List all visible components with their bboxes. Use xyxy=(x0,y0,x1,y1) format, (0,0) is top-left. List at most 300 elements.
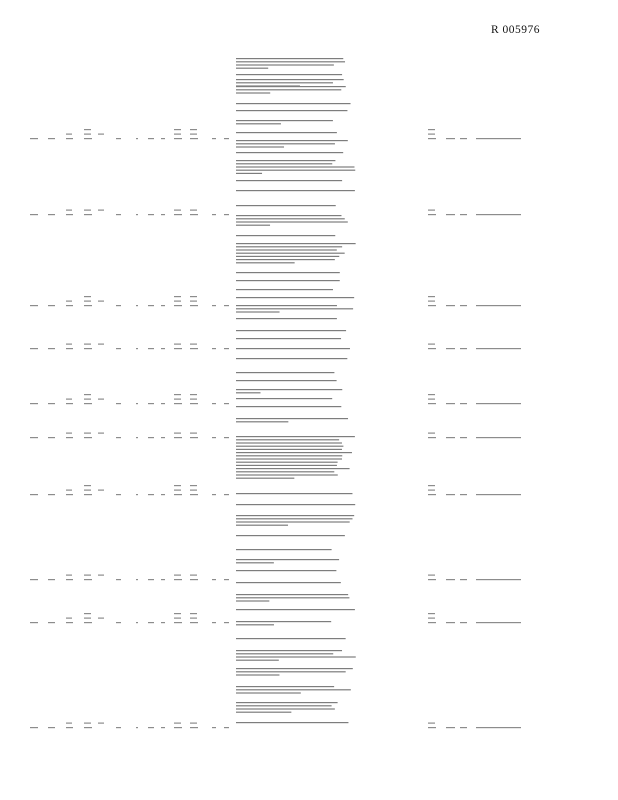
table-cell-text xyxy=(190,296,197,297)
table-cell-text xyxy=(446,727,455,728)
sequence-text-line xyxy=(236,689,351,690)
table-cell-text xyxy=(148,138,154,139)
table-cell-text xyxy=(190,403,198,404)
table-cell-text xyxy=(66,305,73,306)
table-cell-text xyxy=(161,214,165,215)
table-cell-text xyxy=(174,437,182,438)
sequence-text-line xyxy=(236,163,332,164)
table-cell-text xyxy=(446,403,455,404)
table-cell-text xyxy=(428,301,435,302)
table-cell-text xyxy=(116,494,121,495)
sequence-text-line xyxy=(236,562,274,563)
sequence-text-line xyxy=(236,58,343,59)
table-cell-text xyxy=(174,579,182,580)
table-cell-text xyxy=(116,305,121,306)
sequence-text-line xyxy=(236,180,342,181)
sequence-text-line xyxy=(236,406,341,407)
sequence-text-line xyxy=(236,330,346,331)
table-cell-text xyxy=(30,494,38,495)
table-cell-text xyxy=(190,437,198,438)
sequence-text-line xyxy=(236,358,347,359)
table-cell-text xyxy=(161,579,165,580)
table-cell-text xyxy=(48,403,55,404)
table-cell-text xyxy=(190,622,198,623)
sequence-text-line xyxy=(236,92,270,93)
sequence-text-line xyxy=(236,660,279,661)
sequence-text-line xyxy=(236,190,355,191)
table-cell-text xyxy=(116,138,121,139)
sequence-text-line xyxy=(236,74,342,75)
table-cell-text xyxy=(476,348,521,349)
table-cell-text xyxy=(174,618,181,619)
table-cell-text xyxy=(84,138,92,139)
table-cell-text xyxy=(48,494,55,495)
table-cell-text xyxy=(428,618,435,619)
table-cell-text xyxy=(84,134,91,135)
table-cell-text xyxy=(428,210,435,211)
table-cell-text xyxy=(66,301,72,302)
table-cell-text xyxy=(476,138,521,139)
table-cell-text xyxy=(148,622,154,623)
table-cell-text xyxy=(428,399,435,400)
sequence-text-line xyxy=(236,621,331,622)
table-cell-text xyxy=(190,210,197,211)
table-cell-text xyxy=(174,613,181,614)
table-cell-text xyxy=(190,494,198,495)
sequence-text-line xyxy=(236,609,355,610)
table-cell-text xyxy=(224,214,229,215)
table-cell-text xyxy=(190,490,197,491)
sequence-text-line xyxy=(236,436,355,437)
table-cell-text xyxy=(84,305,92,306)
sequence-text-line xyxy=(236,462,338,463)
table-cell-text xyxy=(224,403,229,404)
sequence-text-line xyxy=(236,455,342,456)
table-cell-text xyxy=(428,490,435,491)
table-cell-text xyxy=(174,214,182,215)
table-cell-text xyxy=(212,138,216,139)
table-cell-text xyxy=(136,579,138,580)
sequence-text-line xyxy=(236,132,337,133)
sequence-text-line xyxy=(236,173,262,174)
table-cell-text xyxy=(136,437,138,438)
sequence-text-line xyxy=(236,170,355,171)
table-cell-text xyxy=(66,344,72,345)
table-cell-text xyxy=(66,348,73,349)
table-cell-text xyxy=(66,575,72,576)
table-cell-text xyxy=(446,348,455,349)
table-cell-text xyxy=(476,494,521,495)
table-cell-text xyxy=(428,433,435,434)
table-cell-text xyxy=(30,622,38,623)
table-cell-text xyxy=(446,622,455,623)
table-cell-text xyxy=(148,727,154,728)
table-cell-text xyxy=(476,579,521,580)
table-cell-text xyxy=(148,494,154,495)
table-cell-text xyxy=(136,138,138,139)
table-cell-text xyxy=(84,344,91,345)
table-cell-text xyxy=(460,437,467,438)
sequence-text-line xyxy=(236,152,343,153)
table-cell-text xyxy=(48,579,55,580)
sequence-text-line xyxy=(236,82,333,83)
table-cell-text xyxy=(161,494,165,495)
table-cell-text xyxy=(174,138,182,139)
table-cell-text xyxy=(428,394,435,395)
table-cell-text xyxy=(98,723,104,724)
sequence-text-line xyxy=(236,446,343,447)
table-cell-text xyxy=(428,305,436,306)
table-cell-text xyxy=(98,134,104,135)
table-cell-text xyxy=(116,403,121,404)
table-cell-text xyxy=(190,618,197,619)
sequence-text-line xyxy=(236,600,269,601)
table-cell-text xyxy=(136,494,138,495)
sequence-text-line xyxy=(236,452,352,453)
sequence-text-line xyxy=(236,68,268,69)
table-cell-text xyxy=(460,579,467,580)
table-cell-text xyxy=(174,399,181,400)
table-cell-text xyxy=(98,301,104,302)
sequence-text-line xyxy=(236,89,341,90)
sequence-text-line xyxy=(236,143,335,144)
table-cell-text xyxy=(476,727,521,728)
table-cell-text xyxy=(30,214,38,215)
table-cell-text xyxy=(84,433,91,434)
sequence-text-line xyxy=(236,348,350,349)
table-cell-text xyxy=(212,579,216,580)
table-cell-text xyxy=(476,437,521,438)
sequence-text-line xyxy=(236,79,344,80)
table-cell-text xyxy=(98,575,104,576)
table-cell-text xyxy=(136,622,138,623)
table-cell-text xyxy=(446,437,455,438)
sequence-text-line xyxy=(236,668,353,669)
table-cell-text xyxy=(476,305,521,306)
table-cell-text xyxy=(428,727,436,728)
sequence-text-line xyxy=(236,549,332,550)
table-cell-text xyxy=(460,622,467,623)
table-cell-text xyxy=(48,437,55,438)
table-cell-text xyxy=(66,579,73,580)
table-cell-text xyxy=(224,727,229,728)
table-cell-text xyxy=(212,214,216,215)
table-cell-text xyxy=(66,403,73,404)
sequence-text-line xyxy=(236,458,342,459)
table-cell-text xyxy=(428,138,436,139)
sequence-text-line xyxy=(236,311,280,312)
table-cell-text xyxy=(174,433,181,434)
table-cell-text xyxy=(98,618,104,619)
table-cell-text xyxy=(116,727,121,728)
table-cell-text xyxy=(98,433,104,434)
table-cell-text xyxy=(460,214,467,215)
table-cell-text xyxy=(428,485,435,486)
table-cell-text xyxy=(460,138,467,139)
sequence-text-line xyxy=(236,439,339,440)
table-cell-text xyxy=(66,723,72,724)
sequence-text-line xyxy=(236,570,336,571)
table-cell-text xyxy=(48,138,55,139)
sequence-text-line xyxy=(236,61,345,62)
table-cell-text xyxy=(66,210,72,211)
table-cell-text xyxy=(212,494,216,495)
table-cell-text xyxy=(84,403,92,404)
table-cell-text xyxy=(136,727,138,728)
sequence-text-line xyxy=(236,478,294,479)
table-cell-text xyxy=(224,622,229,623)
table-cell-text xyxy=(84,394,91,395)
sequence-text-line xyxy=(236,243,356,244)
page-identifier: R 005976 xyxy=(490,24,540,36)
sequence-text-line xyxy=(236,465,337,466)
table-cell-text xyxy=(84,214,92,215)
table-cell-text xyxy=(212,622,216,623)
table-cell-text xyxy=(428,296,435,297)
sequence-text-line xyxy=(236,64,334,65)
sequence-text-line xyxy=(236,398,332,399)
table-cell-text xyxy=(148,579,154,580)
sequence-text-line xyxy=(236,692,301,693)
sequence-text-line xyxy=(236,705,332,706)
sequence-text-line xyxy=(236,686,334,687)
sequence-text-line xyxy=(236,308,353,309)
table-cell-text xyxy=(30,727,38,728)
sequence-text-line xyxy=(236,166,354,167)
table-cell-text xyxy=(66,490,72,491)
table-cell-text xyxy=(428,579,436,580)
table-cell-text xyxy=(190,727,198,728)
sequence-text-line xyxy=(236,160,335,161)
table-cell-text xyxy=(460,348,467,349)
sequence-text-line xyxy=(236,103,351,104)
table-cell-text xyxy=(212,727,216,728)
sequence-text-line xyxy=(236,722,348,723)
table-cell-text xyxy=(48,622,55,623)
table-cell-text xyxy=(161,138,165,139)
sequence-text-line xyxy=(236,418,348,419)
table-cell-text xyxy=(148,348,154,349)
sequence-text-line xyxy=(236,289,333,290)
table-cell-text xyxy=(174,490,181,491)
table-cell-text xyxy=(224,494,229,495)
table-cell-text xyxy=(136,214,138,215)
sequence-text-line xyxy=(236,218,345,219)
table-cell-text xyxy=(190,613,197,614)
sequence-text-line xyxy=(236,318,337,319)
table-cell-text xyxy=(174,134,181,135)
table-cell-text xyxy=(190,579,198,580)
table-cell-text xyxy=(190,344,197,345)
table-cell-text xyxy=(48,214,55,215)
table-cell-text xyxy=(148,305,154,306)
sequence-text-line xyxy=(236,468,350,469)
sequence-text-line xyxy=(236,521,350,522)
table-cell-text xyxy=(30,437,38,438)
table-cell-text xyxy=(174,485,181,486)
table-cell-text xyxy=(116,348,121,349)
sequence-text-line xyxy=(236,249,337,250)
sequence-text-line xyxy=(236,656,356,657)
sequence-text-line xyxy=(236,671,346,672)
sequence-text-line xyxy=(236,442,342,443)
table-cell-text xyxy=(446,138,455,139)
sequence-text-line xyxy=(236,582,341,583)
table-cell-text xyxy=(84,485,91,486)
sequence-text-line xyxy=(236,225,270,226)
table-cell-text xyxy=(66,134,72,135)
table-cell-text xyxy=(190,433,197,434)
table-cell-text xyxy=(428,129,435,130)
table-cell-text xyxy=(174,622,182,623)
table-cell-text xyxy=(30,403,38,404)
sequence-text-line xyxy=(236,650,342,651)
sequence-text-line xyxy=(236,392,261,393)
table-cell-text xyxy=(30,138,38,139)
table-cell-text xyxy=(428,214,436,215)
table-cell-text xyxy=(84,575,91,576)
table-cell-text xyxy=(428,494,436,495)
table-cell-text xyxy=(84,494,92,495)
sequence-text-line xyxy=(236,708,335,709)
table-cell-text xyxy=(212,437,216,438)
table-cell-text xyxy=(428,348,436,349)
table-cell-text xyxy=(66,399,72,400)
sequence-text-line xyxy=(236,594,348,595)
table-cell-text xyxy=(224,138,229,139)
table-cell-text xyxy=(190,723,197,724)
table-cell-text xyxy=(174,129,181,130)
sequence-text-line xyxy=(236,518,353,519)
sequence-text-line xyxy=(236,624,274,625)
table-cell-text xyxy=(476,403,521,404)
table-cell-text xyxy=(84,296,91,297)
table-cell-text xyxy=(460,727,467,728)
sequence-text-line xyxy=(236,215,341,216)
table-cell-text xyxy=(66,494,73,495)
sequence-text-line xyxy=(236,205,336,206)
table-cell-text xyxy=(190,134,197,135)
table-cell-text xyxy=(98,399,104,400)
table-cell-text xyxy=(446,579,455,580)
sequence-text-line xyxy=(236,702,338,703)
table-cell-text xyxy=(30,305,38,306)
table-cell-text xyxy=(174,723,181,724)
sequence-text-line xyxy=(236,272,340,273)
table-cell-text xyxy=(460,494,467,495)
table-cell-text xyxy=(190,394,197,395)
table-cell-text xyxy=(174,296,181,297)
table-cell-text xyxy=(98,490,104,491)
table-cell-text xyxy=(84,613,91,614)
table-cell-text xyxy=(174,348,182,349)
table-cell-text xyxy=(48,305,55,306)
table-cell-text xyxy=(84,622,92,623)
table-cell-text xyxy=(116,214,121,215)
table-cell-text xyxy=(428,575,435,576)
table-cell-text xyxy=(190,485,197,486)
table-cell-text xyxy=(224,348,229,349)
table-cell-text xyxy=(476,622,521,623)
table-cell-text xyxy=(174,575,181,576)
table-cell-text xyxy=(161,622,165,623)
sequence-text-line xyxy=(236,86,346,87)
sequence-text-line xyxy=(236,474,338,475)
table-cell-text xyxy=(190,575,197,576)
table-cell-text xyxy=(84,579,92,580)
table-cell-text xyxy=(84,301,91,302)
sequence-text-line xyxy=(236,638,346,639)
sequence-text-line xyxy=(236,653,333,654)
table-cell-text xyxy=(212,305,216,306)
sequence-text-line xyxy=(236,235,335,236)
table-cell-text xyxy=(446,305,455,306)
table-cell-text xyxy=(224,437,229,438)
sequence-text-line xyxy=(236,338,341,339)
table-cell-text xyxy=(116,622,121,623)
table-cell-text xyxy=(190,305,198,306)
sequence-text-line xyxy=(236,297,354,298)
sequence-text-line xyxy=(236,525,288,526)
table-cell-text xyxy=(48,727,55,728)
sequence-text-line xyxy=(236,120,333,121)
table-cell-text xyxy=(84,437,92,438)
table-cell-text xyxy=(174,494,182,495)
table-cell-text xyxy=(84,723,91,724)
table-cell-text xyxy=(84,727,92,728)
table-cell-text xyxy=(66,618,72,619)
table-cell-text xyxy=(148,437,154,438)
table-cell-text xyxy=(66,433,72,434)
table-cell-text xyxy=(224,579,229,580)
table-cell-text xyxy=(174,305,182,306)
table-cell-text xyxy=(212,348,216,349)
table-cell-text xyxy=(190,301,197,302)
sequence-text-line xyxy=(236,380,337,381)
table-cell-text xyxy=(161,403,165,404)
sequence-text-line xyxy=(236,421,288,422)
sequence-text-line xyxy=(236,110,347,111)
table-cell-text xyxy=(66,437,73,438)
sequence-text-line xyxy=(236,253,345,254)
table-cell-text xyxy=(224,305,229,306)
table-cell-text xyxy=(161,348,165,349)
table-cell-text xyxy=(66,727,73,728)
table-cell-text xyxy=(174,301,181,302)
sequence-text-line xyxy=(236,246,342,247)
sequence-text-line xyxy=(236,504,355,505)
sequence-text-line xyxy=(236,262,295,263)
table-cell-text xyxy=(446,214,455,215)
table-cell-text xyxy=(190,129,197,130)
table-cell-text xyxy=(84,490,91,491)
table-cell-text xyxy=(66,214,73,215)
table-cell-text xyxy=(212,403,216,404)
sequence-text-line xyxy=(236,256,339,257)
sequence-text-line xyxy=(236,259,335,260)
sequence-text-line xyxy=(236,389,342,390)
table-cell-text xyxy=(460,305,467,306)
table-cell-text xyxy=(30,348,38,349)
table-cell-text xyxy=(428,344,435,345)
table-cell-text xyxy=(428,622,436,623)
table-cell-text xyxy=(428,437,436,438)
table-cell-text xyxy=(136,305,138,306)
table-cell-text xyxy=(190,214,198,215)
sequence-text-line xyxy=(236,559,339,560)
table-cell-text xyxy=(428,403,436,404)
sequence-text-line xyxy=(236,140,348,141)
